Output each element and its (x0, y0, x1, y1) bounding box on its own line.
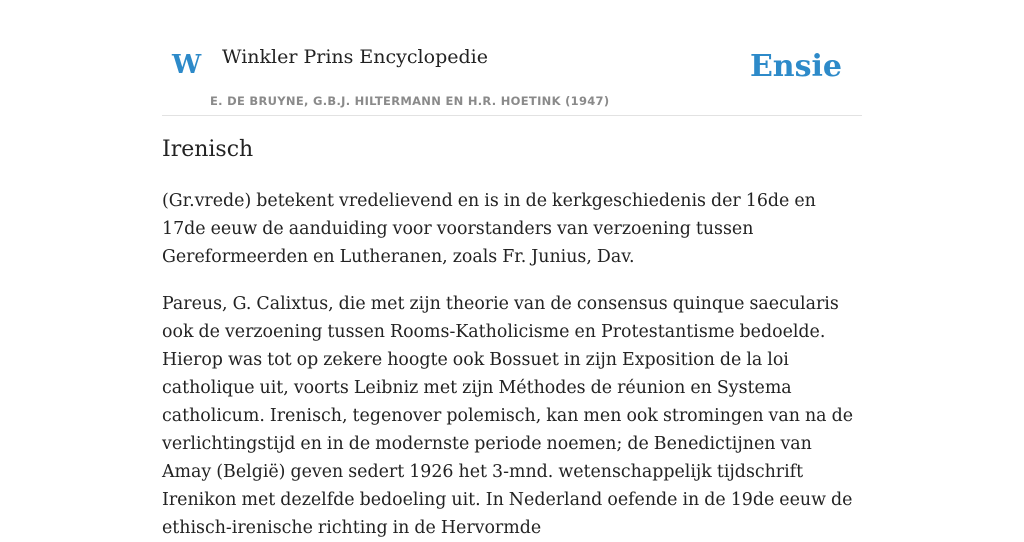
source-header (162, 0, 862, 116)
source-authors: E. DE BRUYNE, G.B.J. HILTERMANN EN H.R. HOETINK (1947) (210, 94, 610, 108)
entry-title: Irenisch (162, 137, 254, 162)
article-paragraph-2: Pareus, G. Calixtus, die met zijn theorie van de consensus quinque saecularis ook de verzoening tussen Rooms-Katholicisme en Protestantisme bedoelde. Hierop was tot op zekere hoogte ook Bossuet in zijn Exposition de la loi catholique uit, voorts Leibniz met zijn Méthodes de réunion en Systema catholicum. Irenisch, tegenover polemisch, kan men ook stromingen van na de verlichtingstijd en in de modernste periode noemen; de Benedictijnen van Amay (België) geven sedert 1926 het 3-mnd. wetenschappelijk tijdschrift Irenikon met dezelfde bedoeling uit. In Nederland oefende in de 19de eeuw de ethisch-irenische richting in de Hervormde (162, 293, 853, 538)
article-paragraph-1: (Gr.vrede) betekent vredelievend en is in de kerkgeschiedenis der 16de en 17de eeuw de aanduiding voor voorstanders van verzoening tussen Gereformeerden en Lutheranen, zoals Fr. Junius, Dav. (162, 190, 816, 267)
winkler-prins-logo[interactable]: W (172, 50, 202, 80)
source-title[interactable]: Winkler Prins Encyclopedie (222, 46, 488, 68)
article-content (162, 136, 862, 542)
ensie-logo-link[interactable]: Ensie (749, 49, 842, 84)
